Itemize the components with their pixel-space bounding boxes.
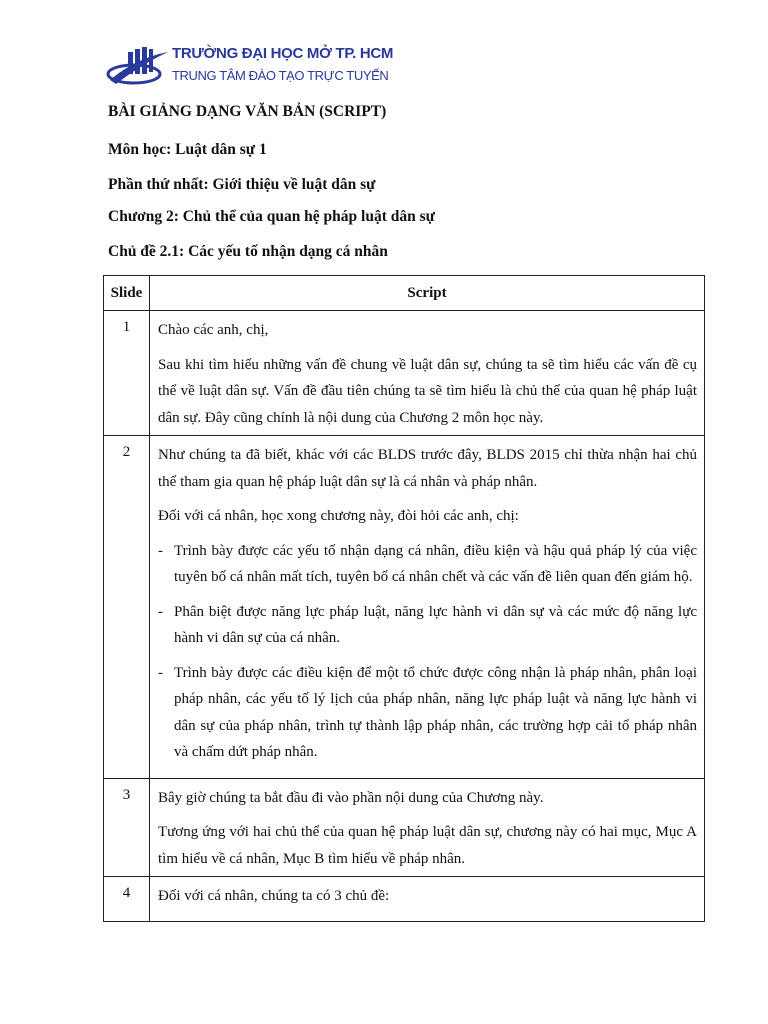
script-cell bbox=[150, 877, 705, 922]
script-paragraph: Tương ứng với hai chủ thể của quan hệ pháp luật dân sự, chương này có hai mục, Mục A tìm hiểu về cá nhân, Mục B tìm hiểu về pháp nhân. bbox=[158, 824, 697, 867]
script-paragraph: Đối với cá nhân, chúng ta có 3 chủ đề: bbox=[158, 888, 390, 904]
script-cell bbox=[150, 311, 705, 436]
topic-heading: Chủ đề 2.1: Các yếu tố nhận dạng cá nhân bbox=[108, 243, 388, 260]
script-paragraph: Sau khi tìm hiểu những vấn đề chung về luật dân sự, chúng ta sẽ tìm hiểu các vấn đề cụ thể về luật dân sự. Vấn đề đầu tiên chúng ta sẽ tìm hiểu là chủ thể của quan hệ pháp luật dân sự. Đây cũng chính là nội dung của Chương 2 môn học này. bbox=[158, 356, 697, 426]
part-heading: Phần thứ nhất: Giới thiệu về luật dân sự bbox=[108, 176, 376, 193]
slide-number: 2 bbox=[104, 436, 150, 779]
logo-center-name: TRUNG TÂM ĐÀO TẠO TRỰC TUYẾN bbox=[172, 68, 389, 83]
script-paragraph: Bây giờ chúng ta bắt đầu đi vào phần nội dung của Chương này. bbox=[158, 789, 544, 806]
script-paragraph: Như chúng ta đã biết, khác với các BLDS trước đây, BLDS 2015 chỉ thừa nhận hai chủ thể tham gia quan hệ pháp luật dân sự là cá nhân và pháp nhân. bbox=[158, 447, 697, 490]
list-item: - Phân biệt được năng lực pháp luật, năng lực hành vi dân sự và các mức độ năng lực hành vi dân sự của cá nhân. bbox=[158, 599, 697, 652]
university-logo bbox=[106, 44, 394, 90]
slide-number: 3 bbox=[104, 778, 150, 877]
table-row bbox=[104, 778, 705, 877]
table-row bbox=[104, 311, 705, 436]
script-cell bbox=[150, 778, 705, 877]
script-cell bbox=[150, 436, 705, 779]
table-header-row bbox=[104, 276, 705, 311]
script-paragraph: Chào các anh, chị, bbox=[158, 322, 269, 338]
slide-number: 4 bbox=[104, 877, 150, 922]
slide-number: 1 bbox=[104, 311, 150, 436]
book-globe-logo-icon bbox=[106, 44, 170, 90]
column-header-script: Script bbox=[150, 276, 705, 311]
column-header-slide: Slide bbox=[104, 276, 150, 311]
table-row bbox=[104, 877, 705, 922]
subject-heading: Môn học: Luật dân sự 1 bbox=[108, 141, 267, 158]
objectives-list bbox=[158, 538, 697, 766]
table-row bbox=[104, 436, 705, 779]
chapter-heading: Chương 2: Chủ thể của quan hệ pháp luật dân sự bbox=[108, 208, 435, 225]
script-table bbox=[103, 275, 705, 922]
document-title: BÀI GIẢNG DẠNG VĂN BẢN (SCRIPT) bbox=[108, 103, 387, 120]
script-paragraph: Đối với cá nhân, học xong chương này, đòi hỏi các anh, chị: bbox=[158, 508, 519, 524]
list-item: - Trình bày được các yếu tố nhận dạng cá nhân, điều kiện và hậu quả pháp lý của việc tuyên bố cá nhân mất tích, tuyên bố cá nhân chết và các vấn đề liên quan đến giám hộ. bbox=[158, 538, 697, 591]
logo-university-name: TRƯỜNG ĐẠI HỌC MỞ TP. HCM bbox=[172, 45, 394, 62]
list-item: - Trình bày được các điều kiện để một tổ chức được công nhận là pháp nhân, phân loại pháp nhân, các yếu tố lý lịch của pháp nhân, năng lực pháp luật và năng lực hành vi dân sự của pháp nhân, trình tự thành lập pháp nhân, các trường hợp cải tổ pháp nhân và chấm dứt pháp nhân. bbox=[158, 660, 697, 766]
